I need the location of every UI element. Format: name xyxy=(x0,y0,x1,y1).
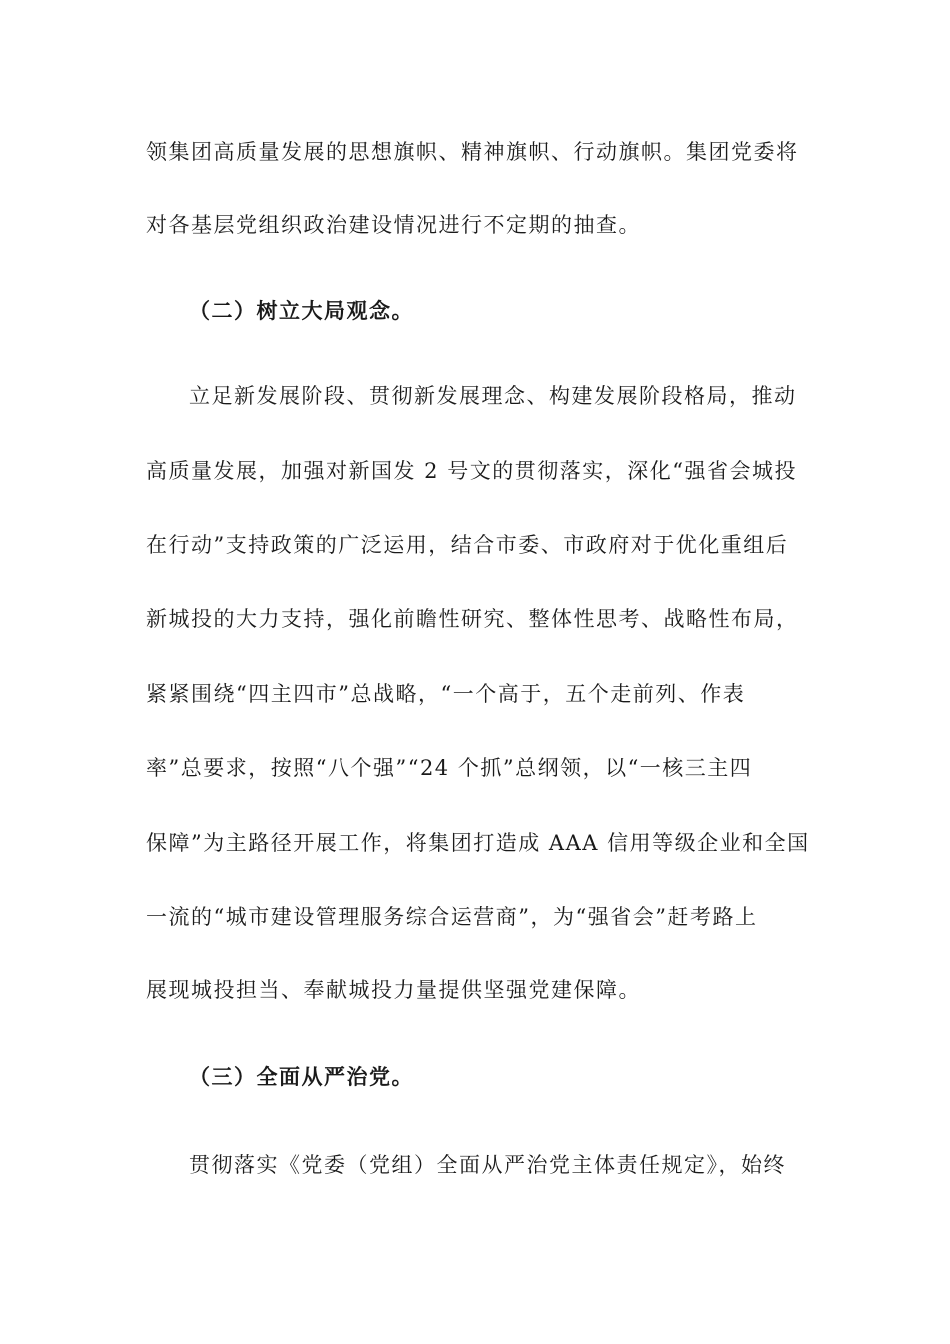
paragraph-2-line-7: 保障”为主路径开展工作，将集团打造成 AAA 信用等级企业和全国 xyxy=(146,831,810,855)
paragraph-2-line-3: 在行动”支持政策的广泛运用，结合市委、市政府对于优化重组后 xyxy=(146,533,789,557)
paragraph-2-line-2: 高质量发展，加强对新国发 2 号文的贯彻落实，深化“强省会城投 xyxy=(146,459,797,483)
paragraph-2-line-4: 新城投的大力支持，强化前瞻性研究、整体性思考、战略性布局， xyxy=(146,607,799,631)
paragraph-2-line-8: 一流的“城市建设管理服务综合运营商”，为“强省会”赶考路上 xyxy=(146,905,758,929)
paragraph-3-line-1: 贯彻落实《党委（党组）全面从严治党主体责任规定》，始终 xyxy=(189,1153,786,1177)
paragraph-2-line-5: 紧紧围绕“四主四市”总战略，“一个高于，五个走前列、作表 xyxy=(146,682,746,706)
section-heading-2: （二）树立大局观念。 xyxy=(189,299,414,323)
paragraph-1-line-1: 领集团高质量发展的思想旗帜、精神旗帜、行动旗帜。集团党委将 xyxy=(146,140,799,164)
paragraph-1-line-2: 对各基层党组织政治建设情况进行不定期的抽查。 xyxy=(146,213,641,237)
paragraph-2-line-9: 展现城投担当、奉献城投力量提供坚强党建保障。 xyxy=(146,978,641,1002)
section-heading-3: （三）全面从严治党。 xyxy=(189,1065,414,1089)
paragraph-2-line-6: 率”总要求，按照“八个强”“24 个抓”总纲领，以“一核三主四 xyxy=(146,756,753,780)
paragraph-2-line-1: 立足新发展阶段、贯彻新发展理念、构建发展阶段格局，推动 xyxy=(189,384,797,408)
